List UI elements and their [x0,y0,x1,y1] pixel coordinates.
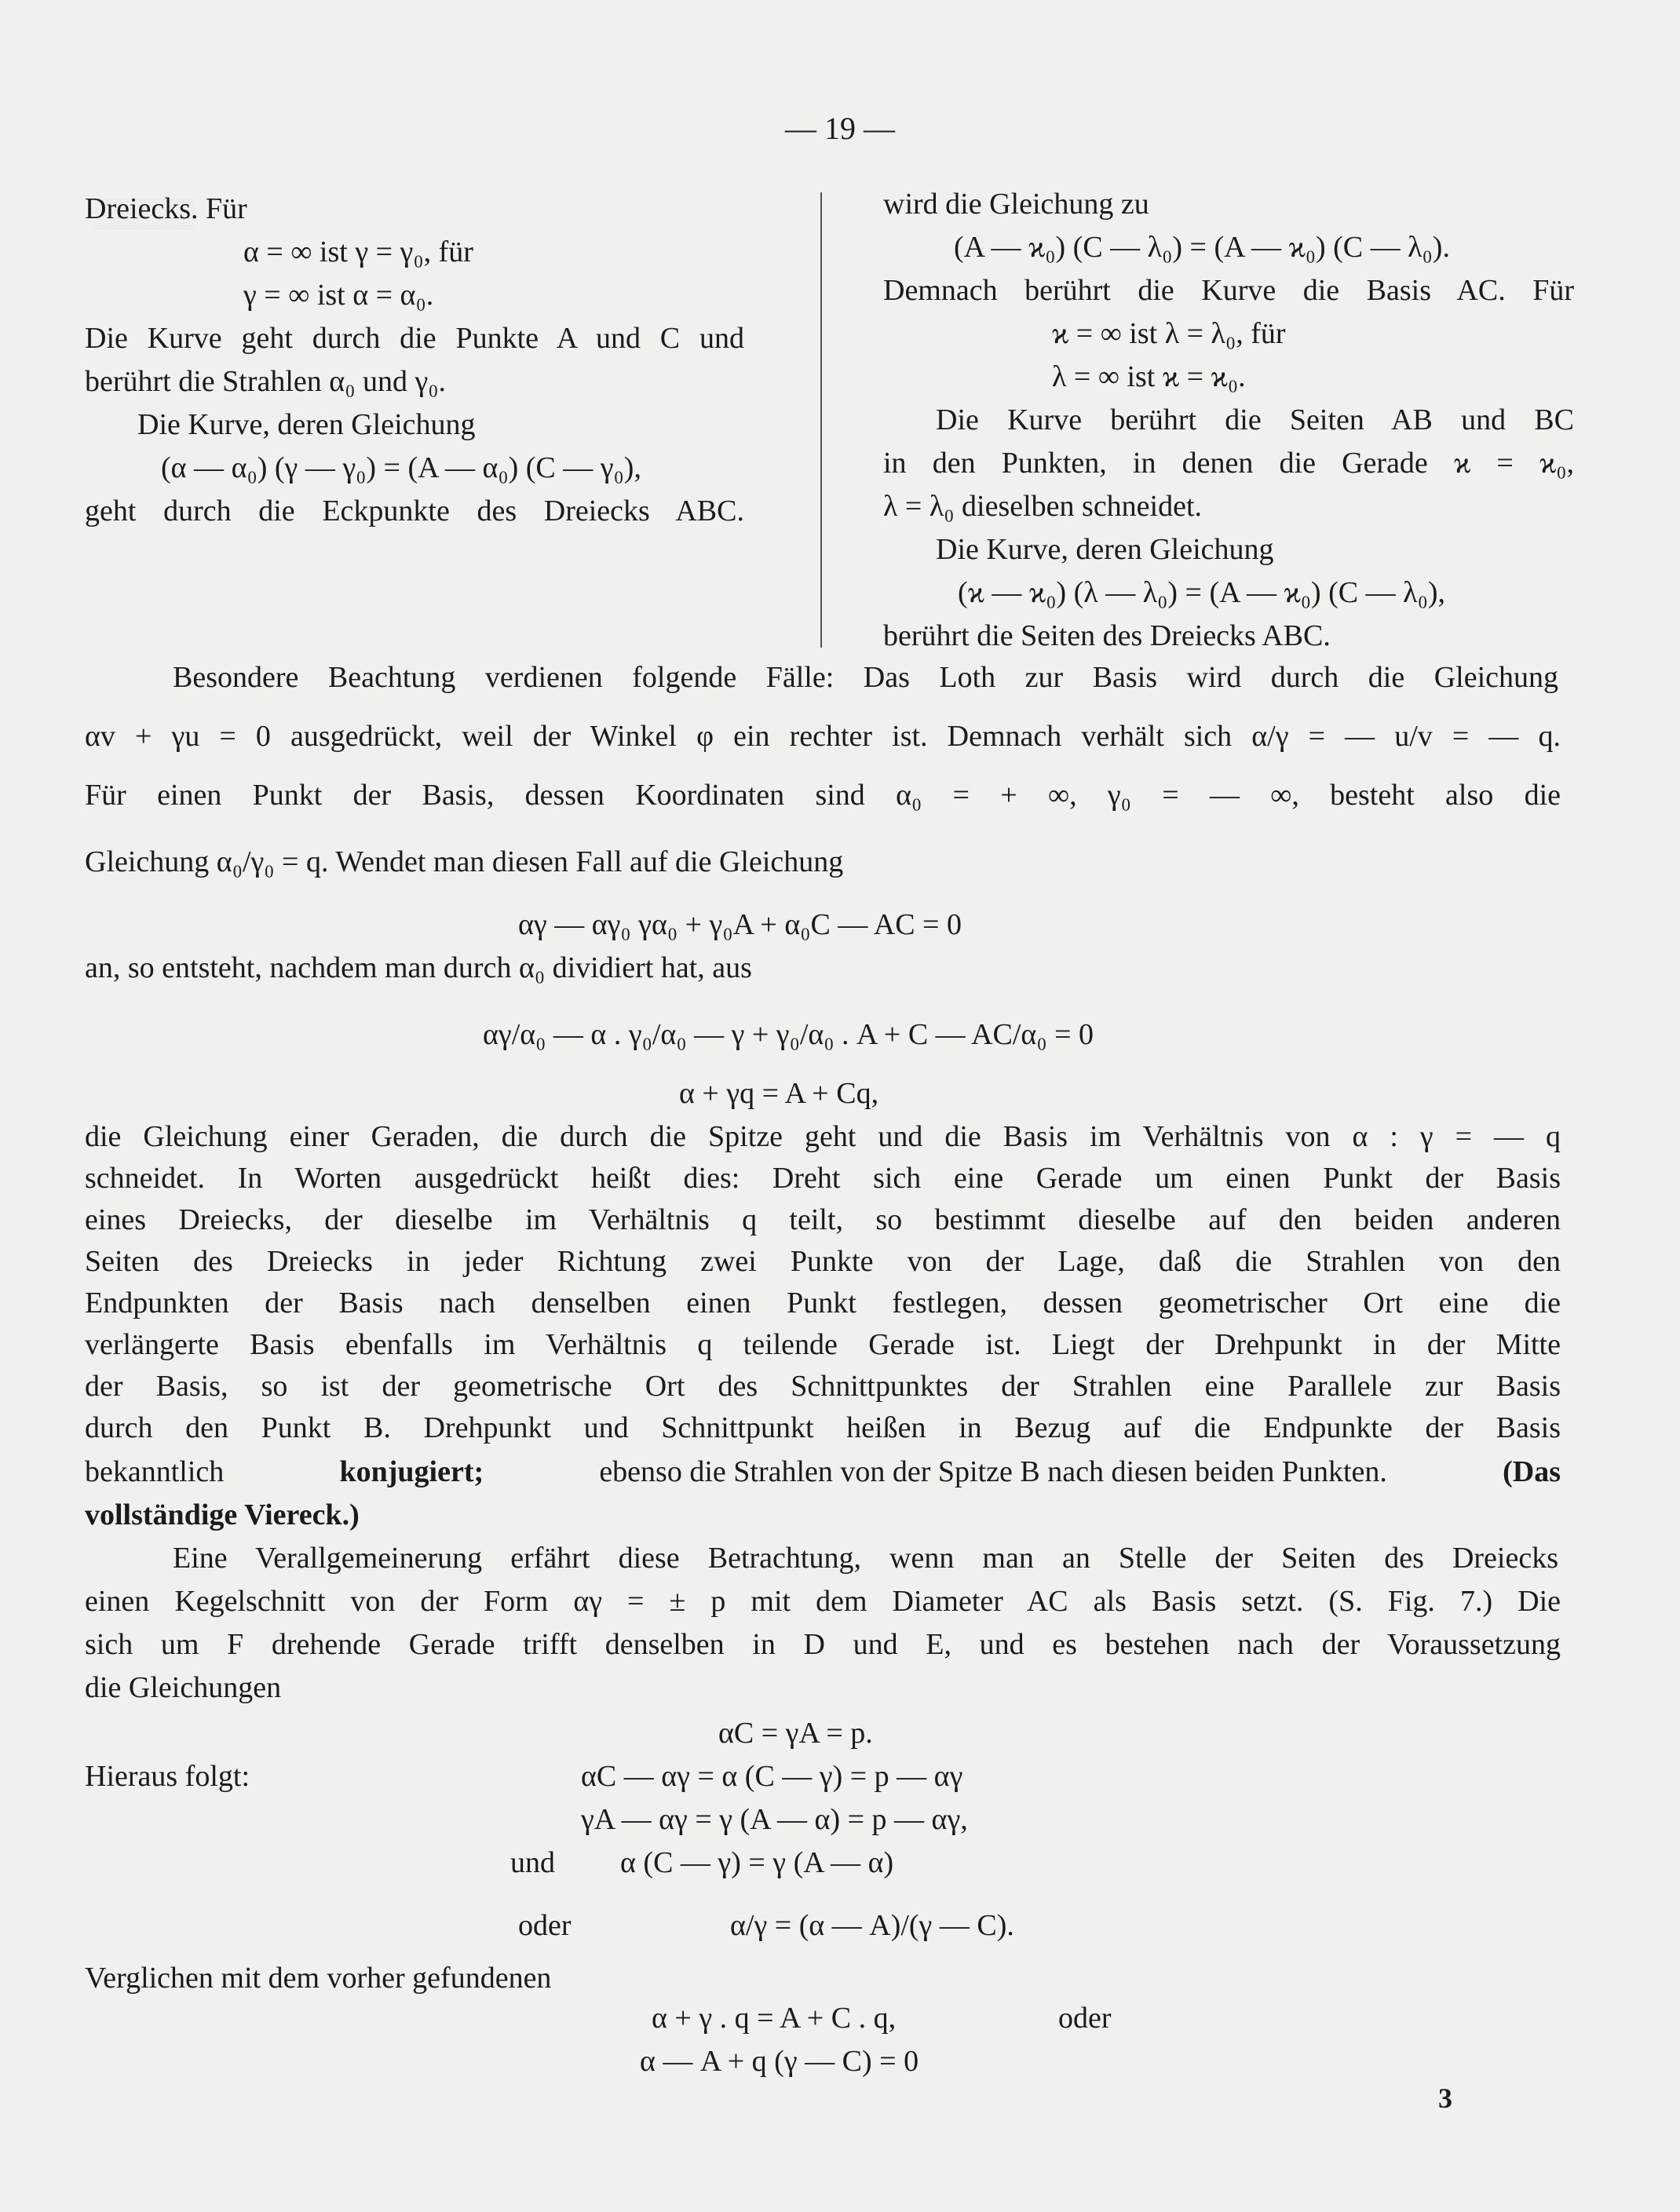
body-line-11: eines Dreiecks, der dieselbe im Verhältnis q teilt, so bestimmt dieselbe auf den beiden anderen [85,1203,1561,1236]
column-divider [820,192,822,648]
body-line-verglichen: Verglichen mit dem vorher gefundenen [85,1962,552,1995]
left-line-1: Dreiecks. Für [85,192,247,225]
body-line-12: Seiten des Dreiecks in jeder Richtung zwei Punkte von der Lage, daß die Strahlen von den [85,1245,1561,1278]
page-number: — 19 — [785,111,895,146]
body-line-6: an, so entsteht, nachdem man durch α₀ dividiert hat, aus [85,951,752,984]
equation-9: α + γ . q = A + C . q, [652,2002,897,2035]
body-line-3: Für einen Punkt der Basis, dessen Koordinaten sind α₀ = + ∞, γ₀ = — ∞, besteht also die [85,779,1561,812]
left-eq-1: α = ∞ ist γ = γ₀, für [243,235,473,268]
right-eq-1: (A — ϰ₀) (C — λ₀) = (A — ϰ₀) (C — λ₀). [954,231,1450,264]
right-line-9: Die Kurve, deren Gleichung [936,533,1274,566]
left-eq-2: γ = ∞ ist α = α₀. [243,279,434,312]
left-eq-3: (α — α₀) (γ — γ₀) = (A — α₀) (C — γ₀), [161,451,641,484]
body-line-4: Gleichung α₀/γ₀ = q. Wendet man diesen Fall auf die Gleichung [85,845,844,878]
equation-5: αC — αγ = α (C — γ) = p — αγ [581,1760,963,1793]
body-line-1: Besondere Beachtung verdienen folgende Fälle: Das Loth zur Basis wird durch die Gleichung [173,661,1558,694]
right-line-8: λ = λ₀ dieselben schneidet. [883,490,1203,523]
text-oder-2: oder [1058,2002,1112,2035]
text-und: und [510,1846,555,1879]
body-line-15: der Basis, so ist der geometrische Ort des Schnittpunktes der Strahlen eine Parallele zur Basis [85,1370,1561,1403]
right-eq-2: ϰ = ∞ ist λ = λ₀, für [1052,317,1286,350]
right-eq-3: λ = ∞ ist ϰ = ϰ₀. [1052,360,1246,393]
equation-3: α + γq = A + Cq, [679,1077,879,1110]
equation-6: γA — αγ = γ (A — α) = p — αγ, [581,1803,968,1836]
text-das: (Das [1503,1455,1561,1488]
body-line-21: sich um F drehende Gerade trifft denselben in D und E, und es bestehen nach der Voraussetzung [85,1628,1561,1661]
equation-2: αγ/α₀ — α . γ₀/α₀ — γ + γ₀/α₀ . A + C — AC/α₀ = 0 [483,1018,1094,1051]
text-konjugiert: konjugiert; [339,1455,484,1488]
text-bekanntlich: bekanntlich [85,1455,225,1488]
body-line-2: αv + γu = 0 ausgedrückt, weil der Winkel φ ein rechter ist. Demnach verhält sich α/γ = — u/v = — q. [85,720,1561,753]
right-eq-4: (ϰ — ϰ₀) (λ — λ₀) = (A — ϰ₀) (C — λ₀), [958,576,1445,609]
right-line-6: Die Kurve berührt die Seiten AB und BC [936,403,1574,436]
body-line-18: vollständige Viereck.) [85,1498,360,1531]
left-line-5: berührt die Strahlen α₀ und γ₀. [85,365,446,398]
equation-8: α/γ = (α — A)/(γ — C). [730,1909,1014,1942]
body-line-20: einen Kegelschnitt von der Form αγ = ± p mit dem Diameter AC als Basis setzt. (S. Fig. 7.) Die [85,1585,1561,1618]
text-oder: oder [518,1909,572,1942]
equation-10: α — A + q (γ — C) = 0 [640,2045,919,2078]
right-line-11: berührt die Seiten des Dreiecks ABC. [883,619,1331,652]
body-line-17 [85,1454,1561,1490]
equation-7: α (C — γ) = γ (A — α) [620,1846,894,1879]
body-line-16: durch den Punkt B. Drehpunkt und Schnittpunkt heißen in Bezug auf die Endpunkte der Basis [85,1411,1561,1444]
body-line-9: die Gleichung einer Geraden, die durch die Spitze geht und die Basis im Verhältnis von α : γ = — q [85,1120,1561,1153]
body-line-19: Eine Verallgemeinerung erfährt diese Betrachtung, wenn man an Stelle der Seiten des Dreiecks [173,1542,1558,1575]
text-ebenso: ebenso die Strahlen von der Spitze B nach diesen beiden Punkten. [599,1455,1387,1488]
equation-1: αγ — αγ₀ γα₀ + γ₀A + α₀C — AC = 0 [518,908,962,941]
signature-mark: 3 [1438,2082,1452,2114]
left-line-6: Die Kurve, deren Gleichung [137,408,476,441]
body-line-10: schneidet. In Worten ausgedrückt heißt dies: Dreht sich eine Gerade um einen Punkt der Basis [85,1162,1561,1195]
equation-4: αC = γA = p. [718,1717,873,1750]
right-line-3: Demnach berührt die Kurve die Basis AC. Für [883,274,1574,307]
body-line-13: Endpunkten der Basis nach denselben einen Punkt festlegen, dessen geometrischer Ort eine die [85,1287,1561,1320]
body-line-22: die Gleichungen [85,1671,282,1704]
right-line-7: in den Punkten, in denen die Gerade ϰ = ϰ₀, [883,447,1574,480]
left-line-8: geht durch die Eckpunkte des Dreiecks ABC. [85,495,744,527]
right-line-1: wird die Gleichung zu [883,188,1149,221]
left-line-4: Die Kurve geht durch die Punkte A und C und [85,322,744,355]
body-line-14: verlängerte Basis ebenfalls im Verhältnis q teilende Gerade ist. Liegt der Drehpunkt in der Mitte [85,1328,1561,1361]
body-line-hieraus: Hieraus folgt: [85,1760,250,1793]
